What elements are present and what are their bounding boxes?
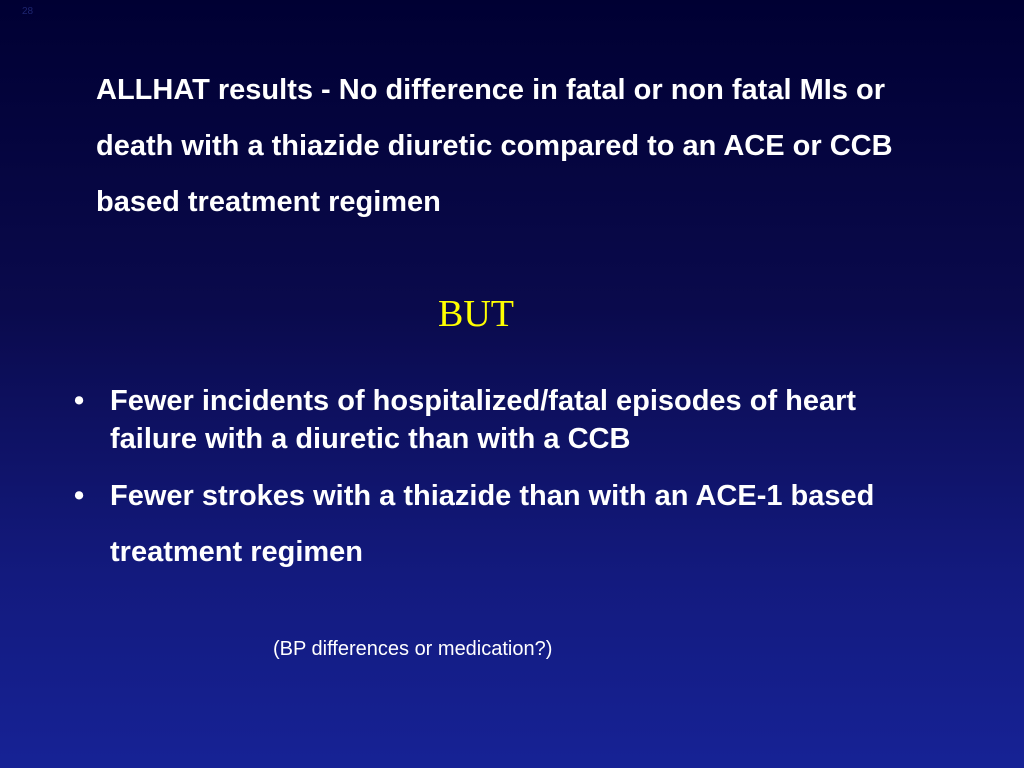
footnote-question: (BP differences or medication?) — [273, 638, 553, 660]
bullet-list — [68, 382, 948, 580]
emphasis-but: BUT — [438, 293, 514, 335]
bullet-item-strokes — [68, 468, 948, 580]
bullet-text: Fewer incidents of hospitalized/fatal episodes of heart failure with a diuretic than with a CCB — [110, 385, 857, 455]
intro-statement: ALLHAT results - No difference in fatal or non fatal MIs or death with a thiazide diuretic compared to an ACE or CCB based treatment regimen — [96, 74, 893, 218]
bullet-dot-icon: • — [74, 480, 85, 512]
slide-number: 28 — [22, 6, 34, 17]
bullet-dot-icon: • — [74, 385, 85, 417]
bullet-text: Fewer strokes with a thiazide than with an ACE-1 based treatment regimen — [110, 480, 875, 568]
bullet-item-heart-failure — [68, 382, 948, 458]
